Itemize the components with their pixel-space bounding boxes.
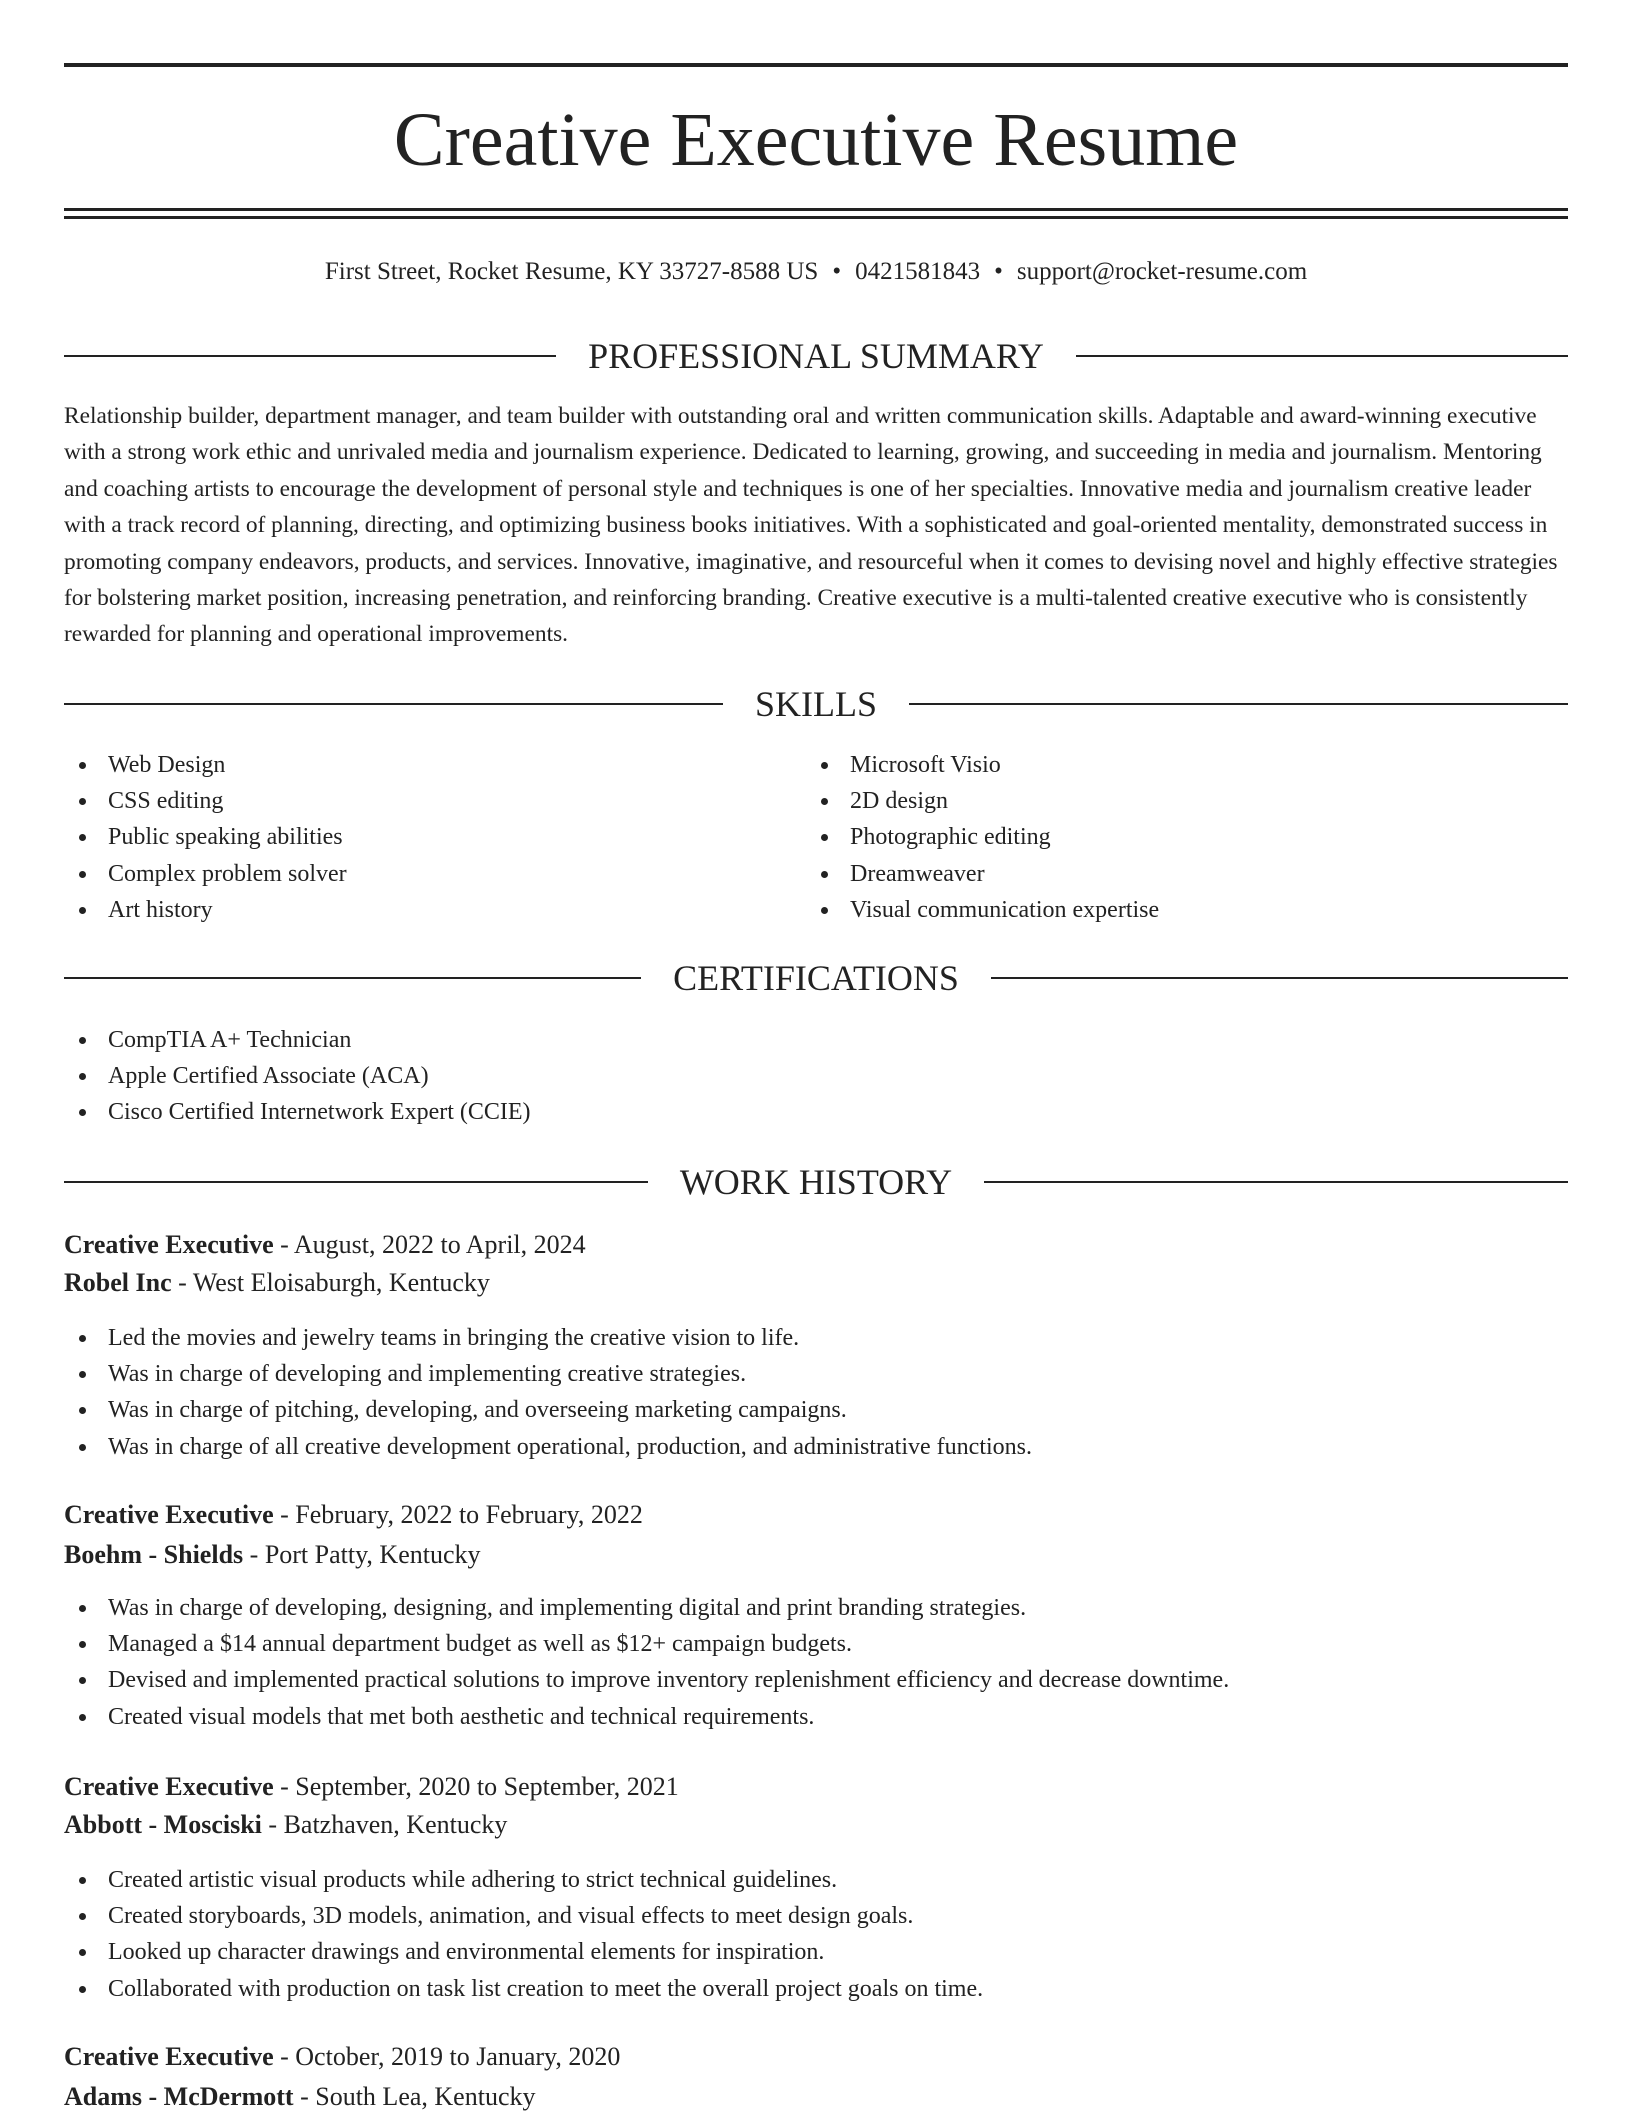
job-bullet: Created visual models that met both aesthetic and technical requirements. xyxy=(64,1699,1544,1735)
certification-item: CompTIA A+ Technician xyxy=(64,1022,1464,1058)
job-bullet: Created artistic visual products while adhering to strict technical guidelines. xyxy=(64,1862,1544,1898)
heading-rule-left xyxy=(64,703,723,705)
summary-heading xyxy=(64,334,1568,378)
contact-email: support@rocket-resume.com xyxy=(1016,258,1308,285)
skills-list-left xyxy=(64,747,764,928)
job-location: - West Eloisaburgh, Kentucky xyxy=(171,1268,490,1297)
job-location: - Batzhaven, Kentucky xyxy=(261,1810,508,1839)
job-bullet: Was in charge of developing and implementing creative strategies. xyxy=(64,1356,1544,1392)
heading-rule-left xyxy=(64,1181,648,1183)
job-bullets xyxy=(64,1862,1544,2007)
work-heading-label: WORK HISTORY xyxy=(679,1162,953,1202)
skill-item: Complex problem solver xyxy=(64,856,764,892)
job-title-line xyxy=(64,1226,586,1264)
job-bullet: Devised and implemented practical solutions to improve inventory replenishment efficiency and decrease downtime. xyxy=(64,1662,1544,1698)
skill-item: Public speaking abilities xyxy=(64,819,764,855)
skill-item: Visual communication expertise xyxy=(806,892,1506,928)
skill-item: Microsoft Visio xyxy=(806,747,1506,783)
certifications-list xyxy=(64,1022,1464,1131)
skill-item: Dreamweaver xyxy=(806,856,1506,892)
page-title: Creative Executive Resume xyxy=(393,98,1239,182)
heading-rule-right xyxy=(984,1181,1568,1183)
certifications-heading xyxy=(64,956,1568,1000)
skills-heading xyxy=(64,682,1568,726)
skills-heading-label: SKILLS xyxy=(755,684,878,724)
job-bullet: Managed a $14 annual department budget as well as $12+ campaign budgets. xyxy=(64,1626,1544,1662)
skill-item: Art history xyxy=(64,892,764,928)
job-bullets xyxy=(64,1590,1544,1735)
contact-separator: • xyxy=(832,258,842,285)
job-location: - South Lea, Kentucky xyxy=(293,2082,536,2111)
skill-item: Photographic editing xyxy=(806,819,1506,855)
summary-heading-label: PROFESSIONAL SUMMARY xyxy=(588,336,1044,376)
job-dates: - October, 2019 to January, 2020 xyxy=(273,2042,621,2071)
job-bullet: Created storyboards, 3D models, animation, and visual effects to meet design goals. xyxy=(64,1898,1544,1934)
top-rule xyxy=(64,63,1568,67)
heading-rule-right xyxy=(991,977,1568,979)
job-bullet: Looked up character drawings and environmental elements for inspiration. xyxy=(64,1934,1544,1970)
skill-item: CSS editing xyxy=(64,783,764,819)
job-company-line xyxy=(64,1806,507,1844)
job-company-line xyxy=(64,1536,481,1574)
job-title: Creative Executive xyxy=(64,1772,274,1801)
job-company: Abbott - Mosciski xyxy=(64,1810,262,1839)
heading-rule-right xyxy=(909,703,1568,705)
job-company-line xyxy=(64,1264,490,1302)
certification-item: Apple Certified Associate (ACA) xyxy=(64,1058,1464,1094)
job-title-line xyxy=(64,1768,679,1806)
skill-item: Web Design xyxy=(64,747,764,783)
job-bullets xyxy=(64,1320,1544,1465)
contact-phone: 0421581843 xyxy=(855,258,981,285)
skill-item: 2D design xyxy=(806,783,1506,819)
job-dates: - August, 2022 to April, 2024 xyxy=(273,1230,586,1259)
certifications-heading-label: CERTIFICATIONS xyxy=(673,958,959,998)
summary-text: Relationship builder, department manager, and team builder with outstanding oral and written communication skills. Adaptable and award-winning executive with a strong work ethic and unrivaled media and journalism experience. Dedicated to learning, growing, and succeeding in media and journalism. Mentoring and coaching artists to encourage the development of personal style and techniques is one of her specialties. Innovative media and journalism creative leader with a track record of planning, directing, and optimizing business books initiatives. With a sophisticated and goal-oriented mentality, demonstrated success in promoting company endeavors, products, and services. Innovative, imaginative, and resourceful when it comes to devising novel and highly effective strategies for bolstering market position, increasing penetration, and reinforcing branding. Creative executive is a multi-talented creative executive who is consistently rewarded for planning and operational improvements. xyxy=(64,403,1558,648)
job-title: Creative Executive xyxy=(64,1230,274,1259)
title-double-rule-top xyxy=(64,208,1568,211)
job-bullet: Was in charge of developing, designing, and implementing digital and print branding strategies. xyxy=(64,1590,1544,1626)
job-title-line xyxy=(64,2038,620,2076)
job-company-line xyxy=(64,2078,535,2112)
skills-list-right xyxy=(806,747,1506,928)
job-bullet: Collaborated with production on task list creation to meet the overall project goals on time. xyxy=(64,1971,1544,2007)
job-bullet: Was in charge of all creative development operational, production, and administrative functions. xyxy=(64,1429,1544,1465)
job-company: Adams - McDermott xyxy=(64,2082,294,2111)
contact-separator: • xyxy=(994,258,1003,285)
certification-item: Cisco Certified Internetwork Expert (CCIE) xyxy=(64,1094,1464,1130)
title-double-rule-bottom xyxy=(64,216,1568,219)
job-company: Boehm - Shields xyxy=(64,1540,244,1569)
job-bullet: Was in charge of pitching, developing, and overseeing marketing campaigns. xyxy=(64,1392,1544,1428)
job-dates: - September, 2020 to September, 2021 xyxy=(273,1772,679,1801)
heading-rule-left xyxy=(64,355,556,357)
work-heading xyxy=(64,1160,1568,1204)
job-title-line xyxy=(64,1496,643,1534)
job-title: Creative Executive xyxy=(64,1500,274,1529)
job-location: - Port Patty, Kentucky xyxy=(243,1540,481,1569)
job-company: Robel Inc xyxy=(64,1268,172,1297)
heading-rule-left xyxy=(64,977,641,979)
contact-address: First Street, Rocket Resume, KY 33727-8588 US xyxy=(324,258,819,285)
contact-line xyxy=(64,252,1568,292)
job-dates: - February, 2022 to February, 2022 xyxy=(273,1500,643,1529)
heading-rule-right xyxy=(1076,355,1568,357)
job-title: Creative Executive xyxy=(64,2042,274,2071)
job-bullet: Led the movies and jewelry teams in bringing the creative vision to life. xyxy=(64,1320,1544,1356)
